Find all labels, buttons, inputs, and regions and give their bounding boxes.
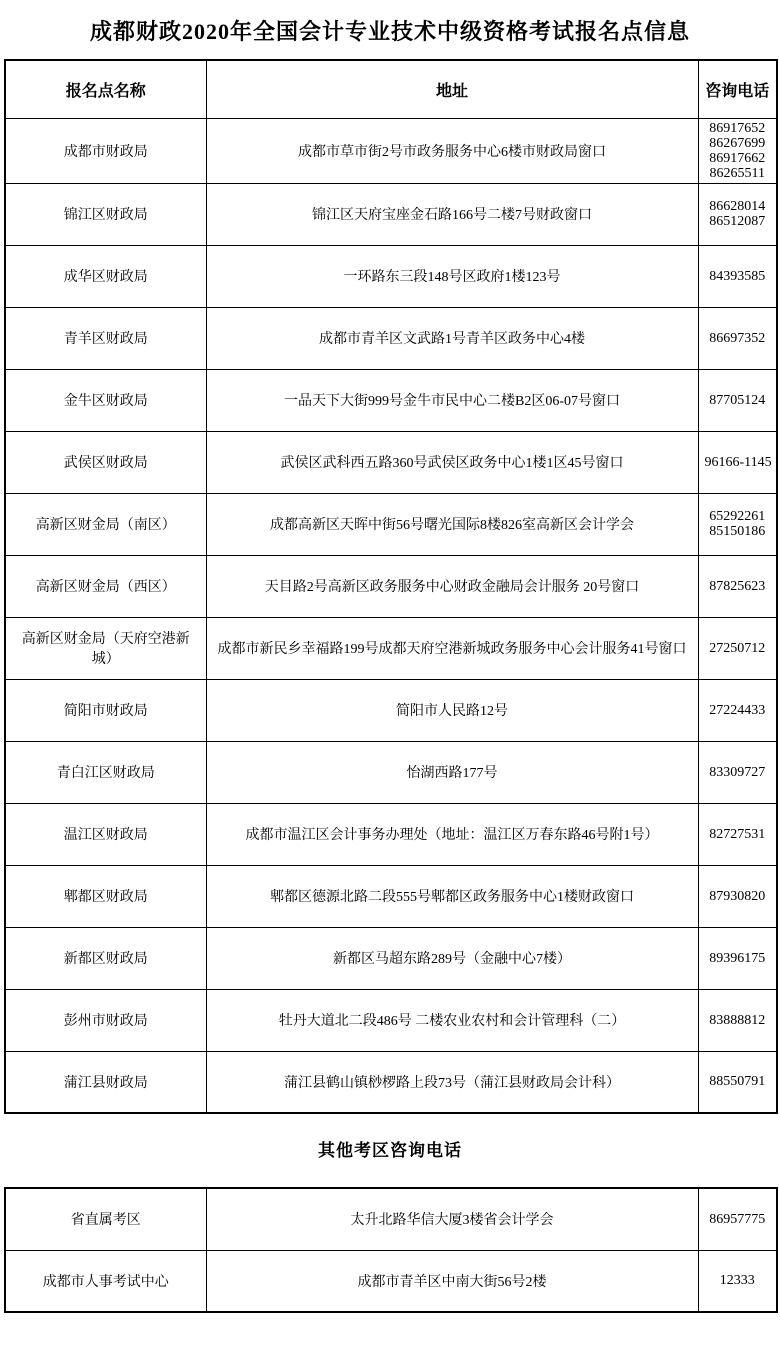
registration-point-phone: [698, 555, 777, 617]
registration-point-phone: [698, 369, 777, 431]
registration-point-phone: [698, 493, 777, 555]
registration-point-phone: [698, 1051, 777, 1113]
table-row: [5, 555, 777, 617]
phone-number: 27250712: [709, 640, 766, 656]
phone-number: 84393585: [709, 268, 766, 284]
registration-point-phone: [698, 245, 777, 307]
section-title-other-areas: 其他考区咨询电话: [318, 1141, 462, 1160]
registration-point-address: 一环路东三段148号区政府1楼123号: [206, 245, 698, 307]
table-row: [5, 369, 777, 431]
phone-number: 83888812: [709, 1012, 766, 1028]
registration-point-name: 武侯区财政局: [5, 431, 206, 493]
phone-number: 87930820: [709, 888, 766, 904]
phone-number: 86267699: [709, 135, 766, 151]
registration-point-phone: [698, 741, 777, 803]
registration-point-phone: [698, 307, 777, 369]
registration-point-phone: [698, 679, 777, 741]
phone-number: 85150186: [709, 524, 766, 539]
table-row: [5, 865, 777, 927]
table-row: [5, 679, 777, 741]
phone-number: 86628014: [709, 199, 766, 214]
phone-number: 65292261: [709, 509, 766, 524]
registration-point-address: 武侯区武科西五路360号武侯区政务中心1楼1区45号窗口: [206, 431, 698, 493]
registration-point-name: 高新区财金局（南区）: [5, 493, 206, 555]
registration-points-table-header: [5, 60, 777, 118]
table-row: [5, 927, 777, 989]
registration-point-address: 天目路2号高新区政务服务中心财政金融局会计服务 20号窗口: [206, 555, 698, 617]
registration-point-name: 成都市人事考试中心: [5, 1250, 206, 1312]
registration-point-address: 太升北路华信大厦3楼省会计学会: [206, 1188, 698, 1250]
phone-number: 89396175: [709, 950, 766, 966]
phone-number: 86512087: [709, 214, 766, 229]
page-title: 成都财政2020年全国会计专业技术中级资格考试报名点信息: [89, 19, 690, 44]
registration-point-name: 简阳市财政局: [5, 679, 206, 741]
registration-point-phone: [698, 1188, 777, 1250]
registration-points-table-body: [5, 118, 777, 1113]
phone-number: 86265511: [709, 165, 765, 181]
registration-point-phone: [698, 803, 777, 865]
registration-point-name: 高新区财金局（西区）: [5, 555, 206, 617]
other-areas-table: [4, 1187, 778, 1313]
registration-point-address: 成都市温江区会计事务办理处（地址：温江区万春东路46号附1号）: [206, 803, 698, 865]
phone-number: 96166-1145: [704, 454, 772, 470]
registration-point-name: 成都市财政局: [5, 118, 206, 183]
phone-number: 86957775: [709, 1211, 766, 1227]
registration-point-phone: [698, 118, 777, 183]
registration-point-address: 怡湖西路177号: [206, 741, 698, 803]
registration-point-address: 郫都区德源北路二段555号郫都区政务服务中心1楼财政窗口: [206, 865, 698, 927]
registration-point-address: 成都市新民乡幸福路199号成都天府空港新城政务服务中心会计服务41号窗口: [206, 617, 698, 679]
table-row: [5, 741, 777, 803]
registration-point-name: 成华区财政局: [5, 245, 206, 307]
registration-point-name: 锦江区财政局: [5, 183, 206, 245]
registration-point-phone: [698, 431, 777, 493]
table-row: [5, 307, 777, 369]
registration-point-phone: [698, 927, 777, 989]
registration-point-address: 成都市草市街2号市政务服务中心6楼市财政局窗口: [206, 118, 698, 183]
phone-number: 27224433: [709, 702, 766, 718]
phone-number: 82727531: [709, 826, 766, 842]
registration-point-name: 省直属考区: [5, 1188, 206, 1250]
registration-point-name: 青白江区财政局: [5, 741, 206, 803]
header-row: [5, 60, 777, 118]
registration-point-address: 简阳市人民路12号: [206, 679, 698, 741]
registration-point-name: 郫都区财政局: [5, 865, 206, 927]
header-registration-point-name: 报名点名称: [5, 60, 206, 118]
registration-point-name: 蒲江县财政局: [5, 1051, 206, 1113]
table-row: [5, 1188, 777, 1250]
registration-point-name: 高新区财金局（天府空港新城）: [5, 617, 206, 679]
table-row: [5, 1250, 777, 1312]
table-row: [5, 183, 777, 245]
registration-point-address: 新都区马超东路289号（金融中心7楼）: [206, 927, 698, 989]
registration-point-phone: [698, 1250, 777, 1312]
registration-point-address: 成都市青羊区文武路1号青羊区政务中心4楼: [206, 307, 698, 369]
registration-point-address: 蒲江县鹤山镇桫椤路上段73号（蒲江县财政局会计科）: [206, 1051, 698, 1113]
registration-point-address: 成都市青羊区中南大街56号2楼: [206, 1250, 698, 1312]
registration-point-address: 牡丹大道北二段486号 二楼农业农村和会计管理科（二）: [206, 989, 698, 1051]
registration-points-table: [4, 59, 778, 1114]
table-row: [5, 118, 777, 183]
registration-point-name: 金牛区财政局: [5, 369, 206, 431]
table-row: [5, 617, 777, 679]
table-row: [5, 245, 777, 307]
registration-point-name: 新都区财政局: [5, 927, 206, 989]
phone-number: 86697352: [709, 330, 766, 346]
phone-number: 87705124: [709, 392, 766, 408]
registration-point-phone: [698, 989, 777, 1051]
other-areas-table-body: [5, 1188, 777, 1312]
registration-point-name: 青羊区财政局: [5, 307, 206, 369]
registration-point-name: 温江区财政局: [5, 803, 206, 865]
header-address: 地址: [206, 60, 698, 118]
phone-number: 83309727: [709, 764, 766, 780]
phone-number: 86917662: [709, 150, 766, 166]
registration-point-phone: [698, 865, 777, 927]
table-row: [5, 1051, 777, 1113]
registration-point-name: 彭州市财政局: [5, 989, 206, 1051]
registration-point-phone: [698, 617, 777, 679]
table-row: [5, 493, 777, 555]
registration-point-address: 锦江区天府宝座金石路166号二楼7号财政窗口: [206, 183, 698, 245]
header-phone: 咨询电话: [698, 60, 777, 118]
phone-number: 86917652: [709, 120, 766, 136]
phone-number: 88550791: [709, 1074, 766, 1090]
table-row: [5, 989, 777, 1051]
registration-point-phone: [698, 183, 777, 245]
phone-number: 12333: [719, 1273, 755, 1289]
registration-point-address: 一品天下大街999号金牛市民中心二楼B2区06-07号窗口: [206, 369, 698, 431]
phone-number: 87825623: [709, 578, 766, 594]
registration-point-address: 成都高新区天晖中街56号曙光国际8楼826室高新区会计学会: [206, 493, 698, 555]
table-row: [5, 431, 777, 493]
table-row: [5, 803, 777, 865]
